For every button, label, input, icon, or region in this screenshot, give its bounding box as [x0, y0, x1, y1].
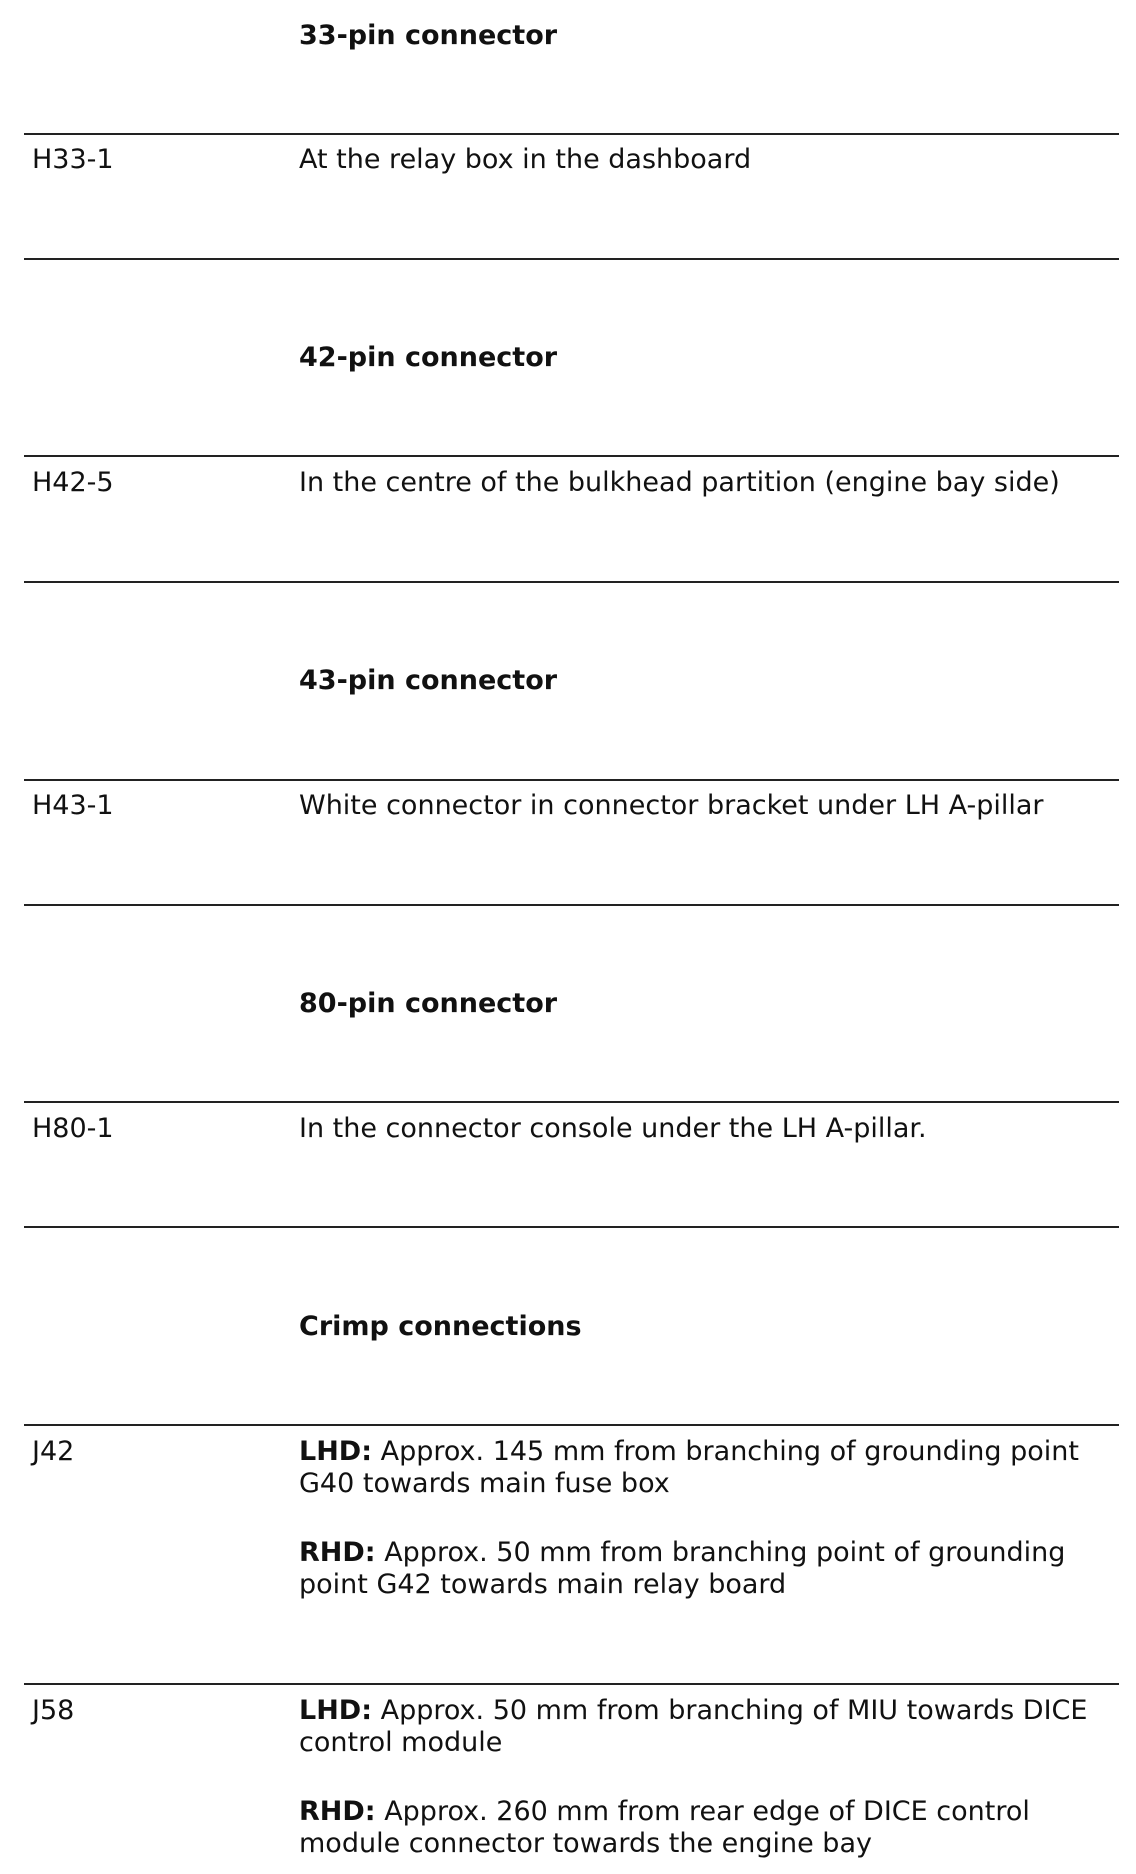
rhd-label: RHD: [299, 1537, 376, 1568]
connector-location: In the centre of the bulkhead partition (engine bay side) [299, 467, 1060, 498]
divider [24, 581, 1119, 583]
divider [24, 455, 1119, 457]
divider [24, 1226, 1119, 1228]
section-heading-43-pin: 43-pin connector [299, 665, 558, 696]
divider [24, 133, 1119, 135]
crimp-location-lhd [299, 1695, 1119, 1759]
crimp-code: J58 [32, 1695, 75, 1726]
section-heading-80-pin: 80-pin connector [299, 988, 558, 1019]
crimp-location-rhd [299, 1537, 1119, 1601]
connector-code: H43-1 [32, 790, 114, 821]
divider [24, 1101, 1119, 1103]
section-heading-33-pin: 33-pin connector [299, 20, 558, 51]
connector-location: White connector in connector bracket under LH A-pillar [299, 790, 1044, 821]
divider [24, 779, 1119, 781]
divider [24, 258, 1119, 260]
lhd-text: Approx. 50 mm from branching of MIU towards DICE control module [299, 1695, 1088, 1758]
connector-location: At the relay box in the dashboard [299, 144, 752, 175]
connector-code: H42-5 [32, 467, 114, 498]
divider [24, 904, 1119, 906]
section-heading-42-pin: 42-pin connector [299, 342, 558, 373]
rhd-label: RHD: [299, 1796, 376, 1827]
lhd-label: LHD: [299, 1695, 373, 1726]
connector-location: In the connector console under the LH A-pillar. [299, 1113, 927, 1144]
section-heading-crimp-connections: Crimp connections [299, 1311, 582, 1342]
connector-code: H33-1 [32, 144, 114, 175]
crimp-location-rhd [299, 1796, 1119, 1860]
crimp-location-lhd [299, 1436, 1119, 1500]
lhd-text: Approx. 145 mm from branching of grounding point G40 towards main fuse box [299, 1436, 1079, 1499]
divider [24, 1683, 1119, 1685]
crimp-code: J42 [32, 1436, 75, 1467]
lhd-label: LHD: [299, 1436, 373, 1467]
divider [24, 1424, 1119, 1426]
connector-code: H80-1 [32, 1113, 114, 1144]
rhd-text: Approx. 50 mm from branching point of grounding point G42 towards main relay board [299, 1537, 1066, 1600]
rhd-text: Approx. 260 mm from rear edge of DICE control module connector towards the engine bay [299, 1796, 1030, 1859]
